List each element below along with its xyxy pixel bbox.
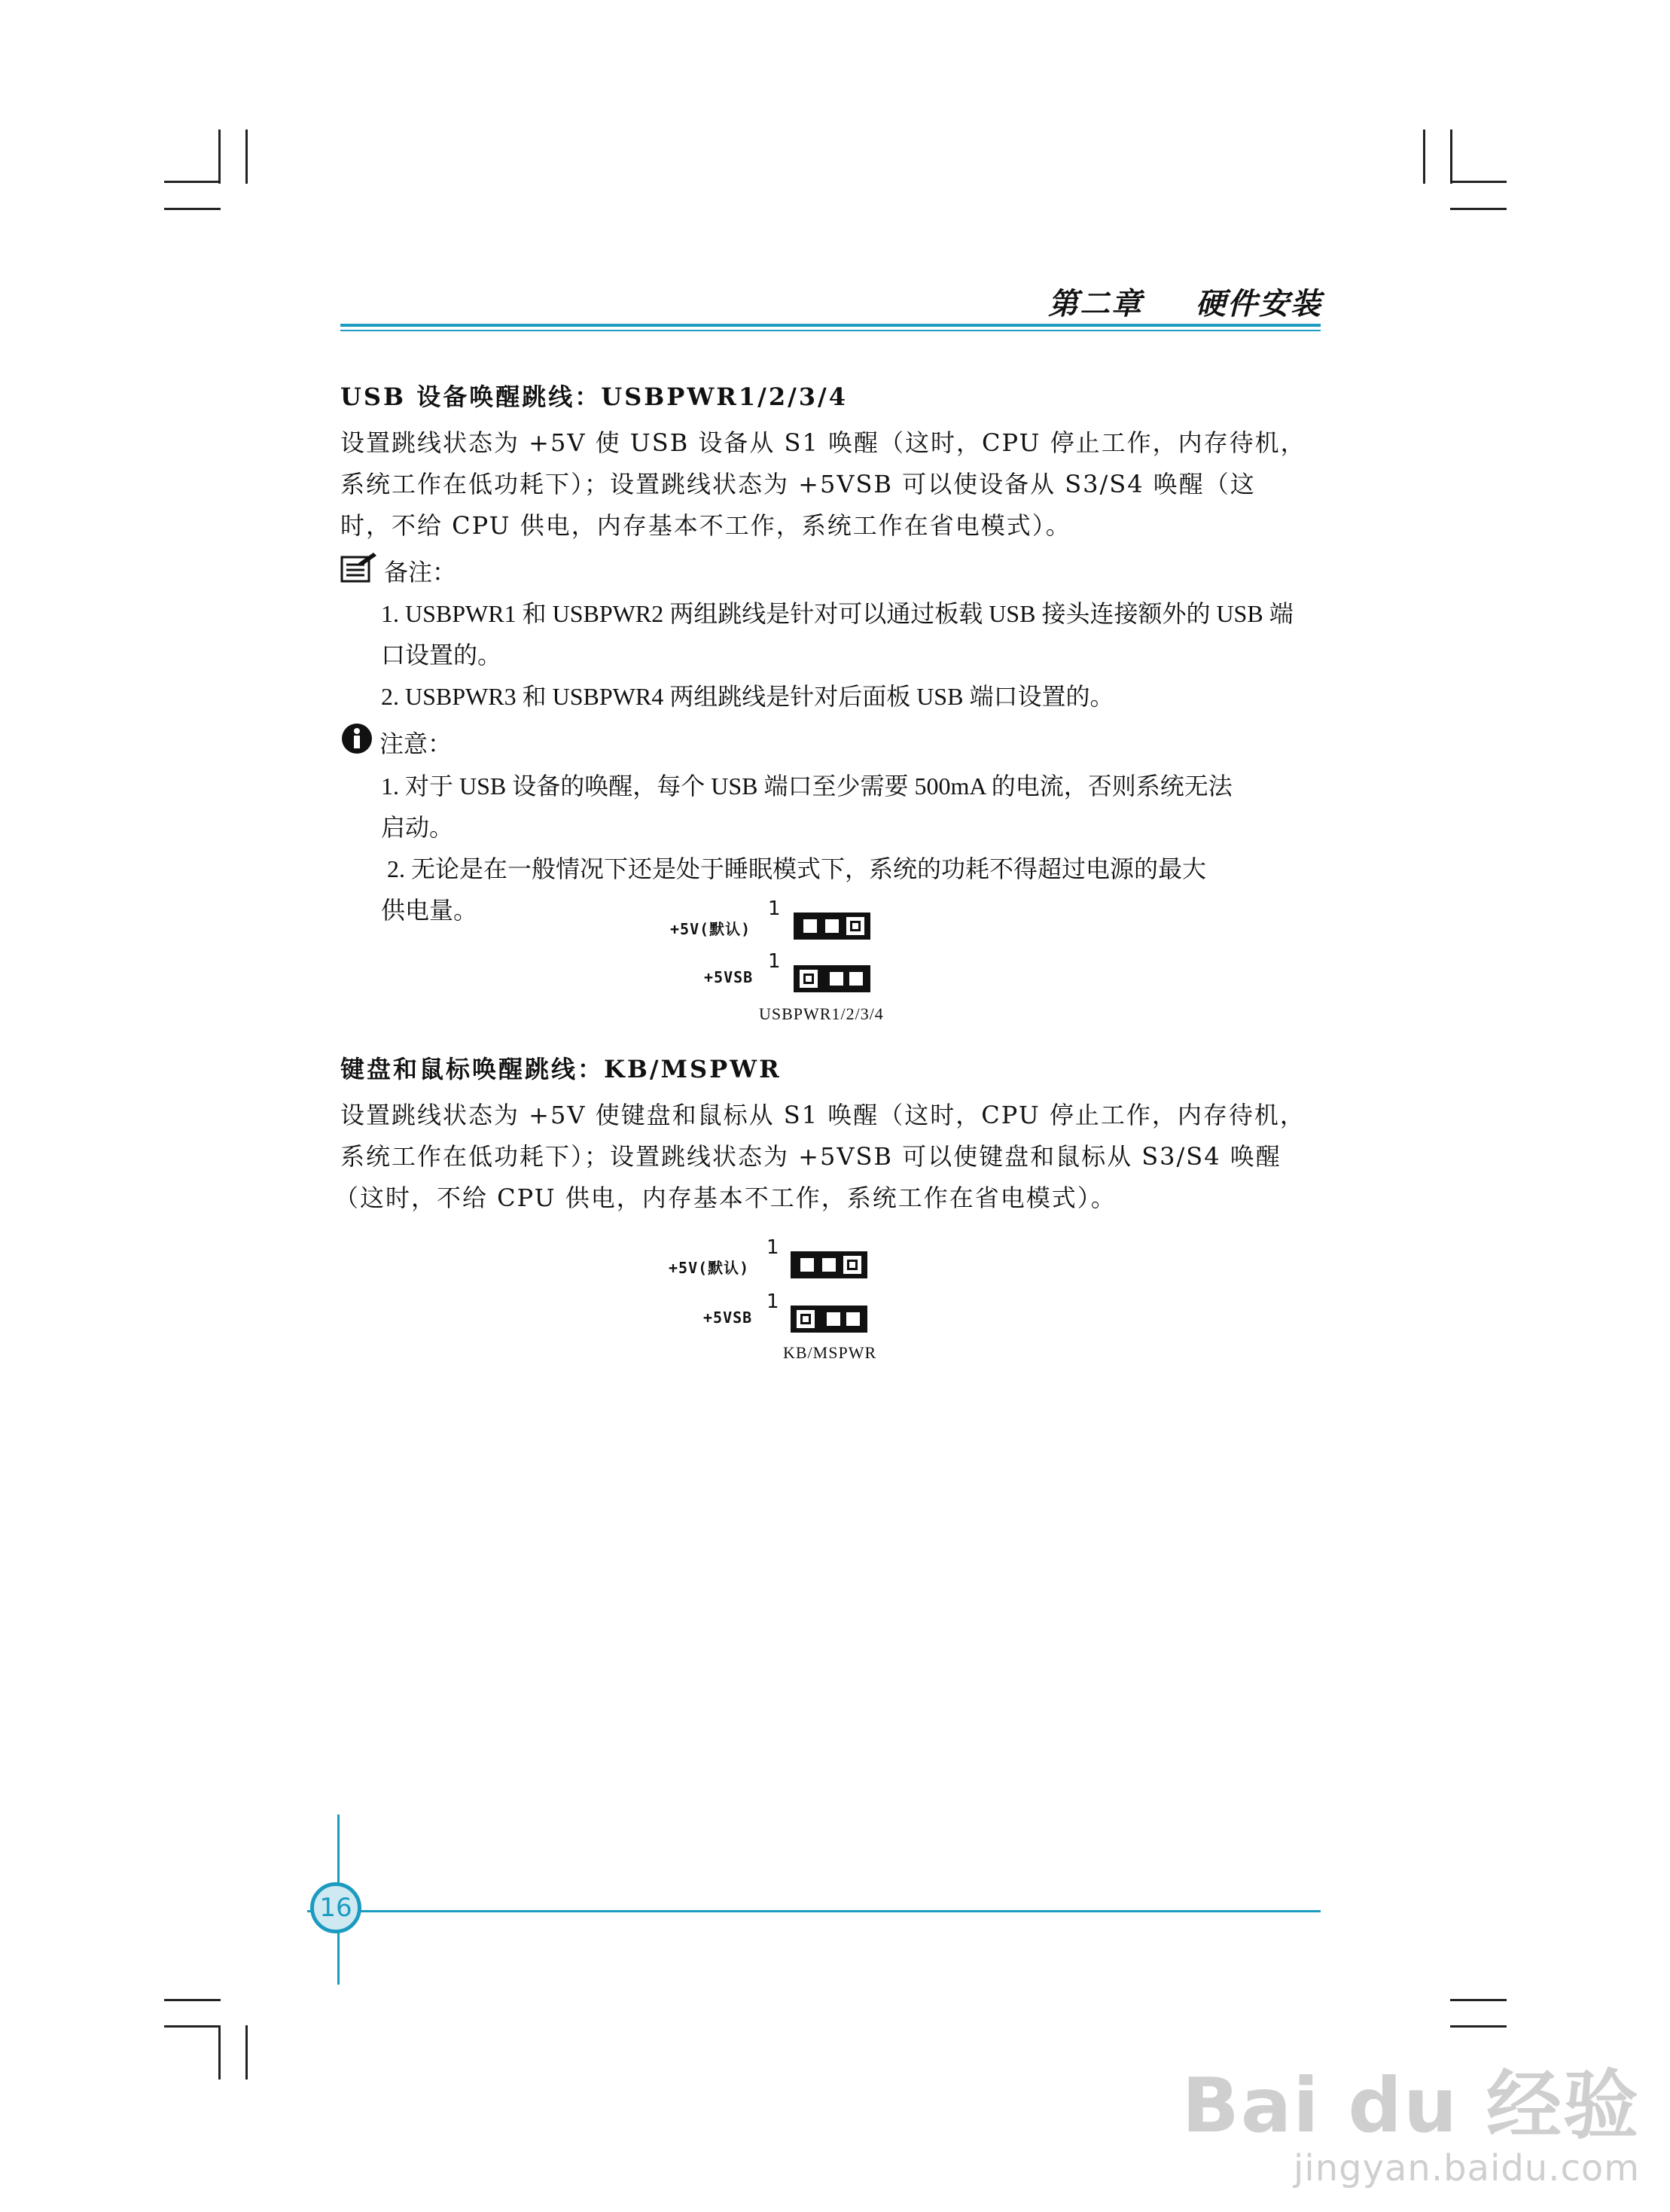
paragraph-line: （这时，不给 CPU 供电，内存基本不工作，系统工作在省电模式）。 xyxy=(334,1184,1117,1212)
header-rule-thin xyxy=(340,330,1321,331)
paragraph-line: 设置跳线状态为 +5V 使 USB 设备从 S1 唤醒（这时，CPU 停止工作，内存待机， xyxy=(340,428,1306,457)
jumper-block-5vsb xyxy=(791,1306,867,1333)
crop-mark xyxy=(164,1999,221,2001)
jumper-block-5v xyxy=(791,1251,867,1278)
caution-item-continuation: 启动。 xyxy=(381,814,454,841)
caution-item: 1. 对于 USB 设备的唤醒，每个 USB 端口至少需要 500mA 的电流，否则系统无法 xyxy=(381,772,1233,800)
watermark-url: jingyan.baidu.com xyxy=(1294,2147,1640,2189)
footer-rule xyxy=(307,1910,1321,1912)
jumper-pin xyxy=(825,919,839,933)
jumper-pin xyxy=(803,919,817,933)
label-5v: +5V(默认) xyxy=(669,1259,750,1277)
jumper-block-5v xyxy=(794,913,870,940)
info-icon xyxy=(340,722,373,766)
crop-mark xyxy=(1450,1999,1507,2001)
crop-mark xyxy=(1450,208,1507,210)
caution-item: 2. 无论是在一般情况下还是处于睡眠模式下，系统的功耗不得超过电源的最大 xyxy=(387,855,1207,882)
paragraph-line: 系统工作在低功耗下）；设置跳线状态为 +5VSB 可以使设备从 S3/S4 唤醒（这 xyxy=(340,470,1256,498)
jumper-pin-open xyxy=(797,1310,815,1328)
crop-mark xyxy=(218,129,221,184)
watermark-logo-text: Bai du 经验 xyxy=(1181,2061,1640,2150)
jumper-pin xyxy=(800,1258,814,1272)
crop-mark xyxy=(1450,181,1507,183)
jumper-pin-open xyxy=(843,1256,861,1274)
caution-item-continuation: 供电量。 xyxy=(381,897,478,924)
page-number-badge xyxy=(310,1882,361,1933)
baidu-watermark xyxy=(1181,2061,1640,2189)
jumper-pin xyxy=(846,1312,860,1326)
crop-mark xyxy=(1423,129,1425,184)
caution-label: 注意： xyxy=(379,730,453,758)
jumper-pin-open xyxy=(800,970,818,988)
remark-item: 1. USBPWR1 和 USBPWR2 两组跳线是针对可以通过板载 USB 接头连接额外的 USB 端 xyxy=(381,600,1294,627)
jumper-pin xyxy=(822,1258,836,1272)
pin1-marker: 1 xyxy=(766,1236,779,1259)
crop-mark xyxy=(218,2025,221,2079)
remark-header xyxy=(340,551,1319,593)
label-5vsb: +5VSB xyxy=(704,968,754,986)
chapter-number: 第二章 xyxy=(1048,287,1143,321)
header-rule xyxy=(340,324,1321,327)
section-heading: 键盘和鼠标唤醒跳线：KB/MSPWR xyxy=(340,1055,782,1083)
label-5v: +5V(默认) xyxy=(670,920,751,938)
diagram-caption: KB/MSPWR xyxy=(783,1343,877,1362)
pin1-marker: 1 xyxy=(768,950,781,973)
crop-mark xyxy=(1450,2025,1507,2028)
paragraph-line: 时，不给 CPU 供电，内存基本不工作，系统工作在省电模式）。 xyxy=(340,511,1071,540)
crop-mark xyxy=(245,129,248,184)
label-5vsb: +5VSB xyxy=(703,1309,753,1327)
jumper-block-5vsb xyxy=(794,965,870,992)
chapter-header xyxy=(1048,280,1322,323)
remark-label: 备注： xyxy=(384,558,457,587)
chapter-title: 硬件安装 xyxy=(1196,287,1322,321)
paragraph-line: 设置跳线状态为 +5V 使键盘和鼠标从 S1 唤醒（这时，CPU 停止工作，内存待机， xyxy=(340,1101,1306,1129)
pin1-marker: 1 xyxy=(766,1290,779,1313)
paragraph-line: 系统工作在低功耗下）；设置跳线状态为 +5VSB 可以使键盘和鼠标从 S3/S4 唤醒 xyxy=(340,1142,1281,1171)
memo-icon xyxy=(340,551,378,593)
jumper-pin xyxy=(830,972,843,986)
page-number: 16 xyxy=(319,1893,352,1923)
remark-item: 2. USBPWR3 和 USBPWR4 两组跳线是针对后面板 USB 端口设置的。 xyxy=(381,683,1114,710)
pin1-marker: 1 xyxy=(768,897,781,920)
section-usb-wakeup xyxy=(340,380,1319,931)
remark-item-continuation: 口设置的。 xyxy=(381,641,502,669)
crop-mark xyxy=(245,2025,248,2079)
diagram-caption: USBPWR1/2/3/4 xyxy=(759,1004,884,1023)
crop-mark xyxy=(164,2025,221,2028)
section-heading: USB 设备唤醒跳线：USBPWR1/2/3/4 xyxy=(340,382,848,411)
jumper-pin-open xyxy=(846,917,864,935)
jumper-pin xyxy=(849,972,863,986)
section-kb-mouse-wakeup xyxy=(334,1053,1319,1219)
crop-mark xyxy=(164,181,221,183)
crop-mark xyxy=(1450,129,1452,184)
jumper-pin xyxy=(827,1312,840,1326)
crop-mark xyxy=(164,208,221,210)
caution-header xyxy=(340,722,1319,766)
